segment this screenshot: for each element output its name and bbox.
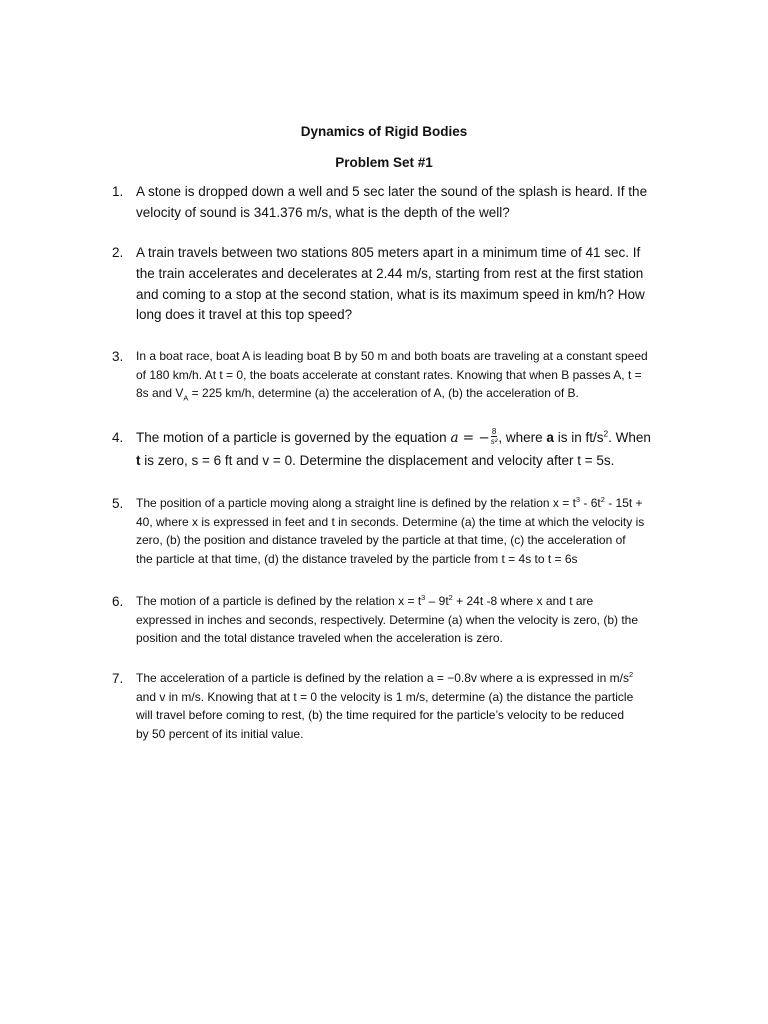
problem-line: In a boat race, boat A is leading boat B by 50 m and both boats are traveling at a constant speed [136, 349, 648, 363]
text-run: The position of a particle moving along a straight line is defined by the relation x = t [136, 496, 576, 510]
superscript: 2 [600, 495, 605, 504]
superscript: 2 [628, 670, 634, 679]
text-run: is in ft/s [553, 430, 604, 445]
problem-number: 4. [112, 430, 124, 445]
problem-line: zero, (b) the position and distance traveled by the particle at that time, (c) the acceleration of [136, 533, 626, 548]
text-run: . When [608, 430, 651, 445]
problem-3 [112, 347, 682, 403]
problem-number: 1. [112, 184, 124, 199]
superscript: 3 [575, 495, 581, 504]
document-title: Dynamics of Rigid Bodies [300, 124, 468, 139]
superscript: 3 [421, 593, 426, 602]
problem-line: long does it travel at this top speed? [136, 307, 353, 323]
text-run: - 6t [580, 496, 601, 510]
problem-line: A train travels between two stations 805 meters apart in a minimum time of 41 sec. If [136, 245, 641, 260]
problem-line: and v in m/s. Knowing that at t = 0 the velocity is 1 m/s, determine (a) the distance the particle [136, 689, 634, 704]
problem-line [136, 592, 682, 611]
problem-line: the train accelerates and decelerates at 2.44 m/s, starting from rest at the first station [136, 265, 644, 281]
text-run: = 225 km/h, determine (a) the acceleration of A, (b) the acceleration of B. [188, 386, 579, 401]
text-run: – 9t [425, 594, 449, 608]
problem-1 [112, 182, 682, 224]
problem-4 [112, 428, 682, 472]
equation-fraction [491, 427, 498, 446]
superscript: 2 [448, 593, 453, 602]
problem-line: velocity of sound is 341.376 m/s, what is the depth of the well? [136, 204, 510, 220]
problem-line: 40, where x is expressed in feet and t in seconds. Determine (a) the time at which the velocity is [136, 514, 645, 529]
problem-5 [112, 494, 682, 568]
document-subtitle: Problem Set #1 [335, 155, 433, 170]
problem-line [136, 494, 682, 513]
text-run: - 15t + [604, 496, 643, 510]
problem-line: A stone is dropped down a well and 5 sec later the sound of the splash is heard. If the [136, 184, 648, 199]
problem-line: of 180 km/h. At t = 0, the boats accelerate at constant rates. Knowing that when B passes A, t = [136, 367, 642, 382]
problem-number: 5. [112, 496, 124, 511]
bold-symbol: a [546, 430, 554, 445]
text-run: The acceleration of a particle is defined by the relation a = −0.8v where a is expressed in m/s [136, 671, 629, 685]
problem-line: position and the total distance traveled when the acceleration is zero. [136, 631, 503, 646]
text-run: 8s and V [136, 386, 184, 401]
text-run: The motion of a particle is defined by the relation x = t [136, 594, 422, 608]
problem-7 [112, 669, 682, 743]
problem-6 [112, 592, 682, 648]
problem-number: 3. [112, 349, 124, 364]
problem-line: by 50 percent of its initial value. [136, 726, 304, 741]
problem-line: expressed in inches and seconds, respectively. Determine (a) when the velocity is zero, (b) the [136, 612, 639, 627]
problem-line [136, 451, 682, 472]
problem-line: and coming to a stop at the second station, what is its maximum speed in km/h? How [136, 286, 645, 302]
text-run: , where [498, 430, 547, 445]
superscript: 2 [603, 428, 609, 439]
problem-2 [112, 243, 682, 326]
problem-number: 6. [112, 594, 124, 609]
problem-number: 7. [112, 671, 124, 686]
text-run: is zero, s = 6 ft and v = 0. Determine the displacement and velocity after t = 5s. [140, 452, 615, 468]
text-run: + 24t -8 where x and t are [452, 594, 594, 608]
problem-line: will travel before coming to rest, (b) the time required for the particle’s velocity to be reduced [136, 708, 625, 723]
bold-symbol: t [136, 452, 141, 468]
problem-line: the particle at that time, (d) the distance traveled by the particle from t = 4s to t = 6s [136, 551, 578, 566]
fraction-numerator: 8 [491, 426, 497, 436]
problem-number: 2. [112, 245, 124, 260]
problem-line [136, 428, 682, 449]
problem-line [136, 384, 682, 403]
subscript: A [183, 393, 189, 403]
fraction-denominator: s² [490, 436, 498, 446]
equation: a = − [450, 430, 490, 446]
problem-line [136, 669, 682, 688]
text-run: The motion of a particle is governed by the equation [136, 430, 451, 445]
